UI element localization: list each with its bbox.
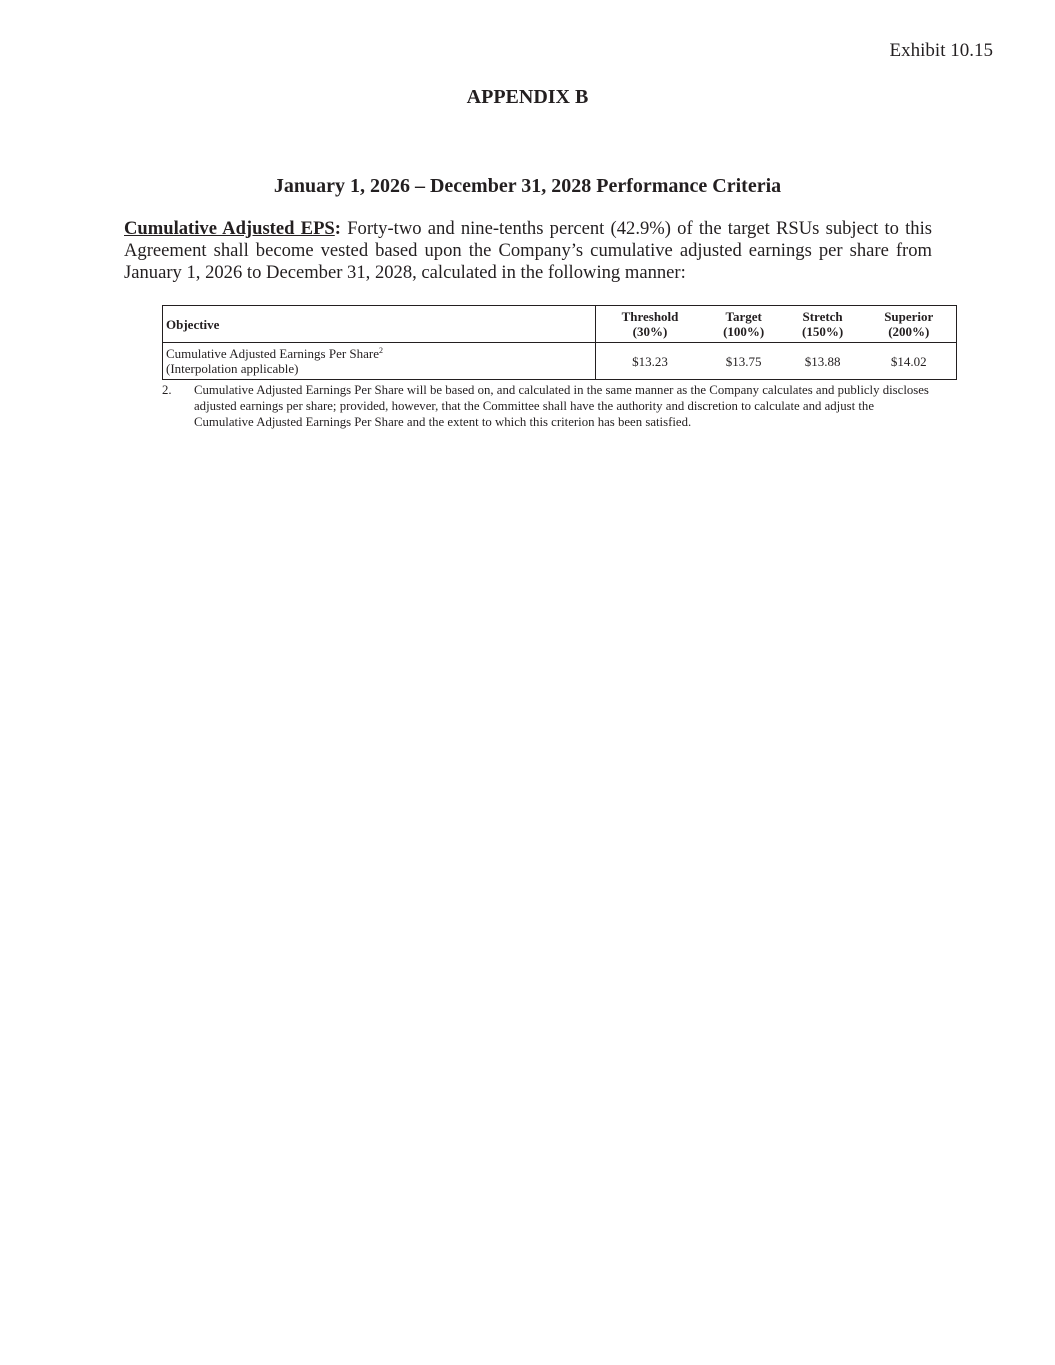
- row-objective-line1: Cumulative Adjusted Earnings Per Share: [166, 346, 380, 361]
- eps-paragraph: [124, 218, 932, 284]
- header-threshold-label: Threshold: [621, 309, 679, 324]
- performance-table: [162, 305, 957, 380]
- row-objective: [163, 343, 596, 380]
- footnote-number: 2.: [162, 383, 172, 397]
- table-header-row: [163, 306, 957, 343]
- appendix-heading: APPENDIX B: [466, 86, 589, 108]
- table-row: [163, 343, 957, 380]
- header-target-label: Target: [725, 309, 762, 324]
- header-superior: [862, 306, 957, 343]
- header-target-pct: (100%): [723, 324, 765, 339]
- row-superior-value: $14.02: [862, 343, 957, 380]
- footnote-ref: 2: [379, 346, 384, 355]
- header-threshold: [596, 306, 704, 343]
- row-target-value: $13.75: [704, 343, 784, 380]
- header-stretch-label: Stretch: [802, 309, 843, 324]
- paragraph-body: Forty-two and nine-tenths percent (42.9%) of the target RSUs subject to this Agreement shall become vested based upon the Company’s cumulative adjusted earnings per share from January 1, 2026 to December 31, 2028, calculated in the following manner:: [124, 218, 932, 283]
- row-threshold-value: $13.23: [596, 343, 704, 380]
- header-stretch-pct: (150%): [801, 324, 844, 339]
- footnote-text: Cumulative Adjusted Earnings Per Share will be based on, and calculated in the same manner as the Company calculates and publicly discloses adjusted earnings per share; provided, however, that the Committee shall have the authority and discretion to calculate and adjust the Cumulative Adjusted Earnings Per Share and the extent to which this criterion has been satisfied.: [194, 383, 929, 429]
- header-threshold-pct: (30%): [632, 324, 668, 339]
- exhibit-label: Exhibit 10.15: [889, 40, 993, 61]
- row-objective-line2: (Interpolation applicable): [166, 361, 299, 376]
- header-superior-pct: (200%): [888, 324, 930, 339]
- header-stretch: [784, 306, 862, 343]
- header-superior-label: Superior: [884, 309, 934, 324]
- header-target: [704, 306, 784, 343]
- row-stretch-value: $13.88: [784, 343, 862, 380]
- paragraph-lead-colon: :: [334, 218, 341, 239]
- header-objective: Objective: [163, 306, 596, 343]
- paragraph-lead: [124, 218, 341, 239]
- footnote: [162, 382, 934, 430]
- paragraph-lead-text: Cumulative Adjusted EPS: [124, 218, 335, 239]
- section-title: January 1, 2026 – December 31, 2028 Performance Criteria: [273, 175, 782, 197]
